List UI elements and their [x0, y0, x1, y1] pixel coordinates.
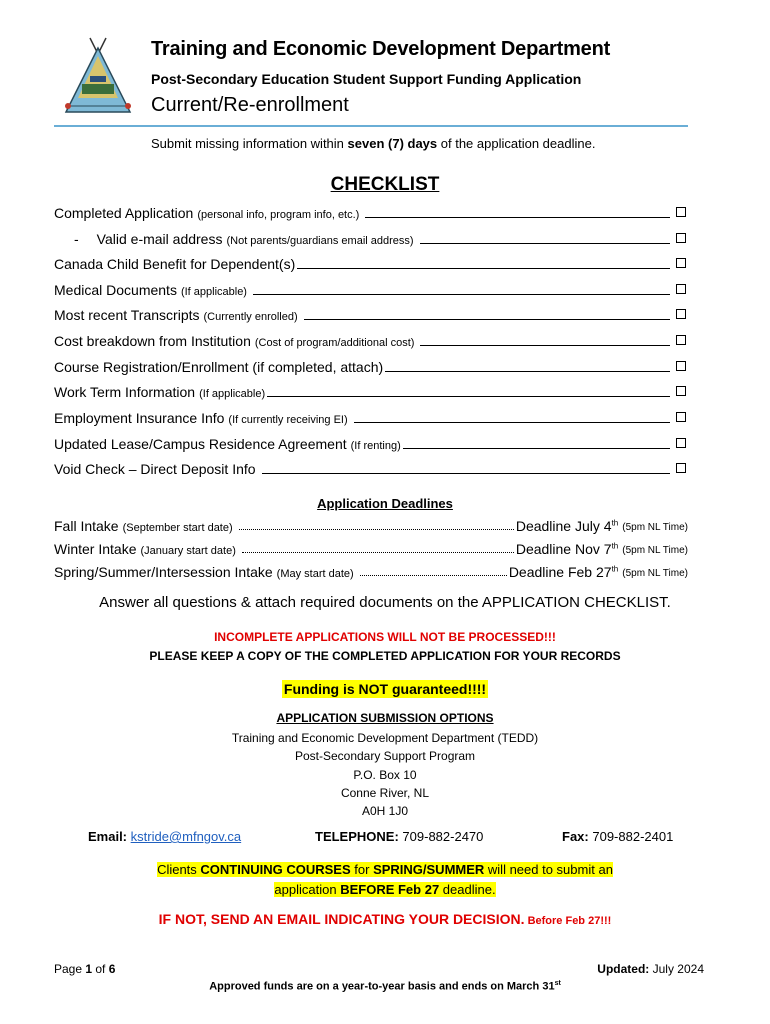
checklist-item-valid-email: - Valid e-mail address (Not parents/guardians email address): [54, 227, 688, 247]
email-link[interactable]: kstride@mfngov.ca: [130, 829, 242, 844]
contact-email: Email: kstride@mfngov.ca: [88, 829, 242, 844]
application-subtitle: Post-Secondary Education Student Support Funding Application: [151, 71, 582, 87]
teepee-logo-icon: [60, 36, 136, 118]
header-divider: [54, 125, 688, 127]
fill-line: [420, 243, 670, 244]
checklist-item-void-check: Void Check – Direct Deposit Info: [54, 457, 688, 477]
checklist-item-transcripts: Most recent Transcripts (Currently enrolled): [54, 303, 688, 323]
application-type: Current/Re-enrollment: [151, 94, 349, 116]
deadline-winter: Winter Intake (January start date) Deadline Nov 7th (5pm NL Time): [54, 541, 688, 557]
fill-line: [385, 371, 670, 372]
address-line: Conne River, NL: [340, 786, 430, 800]
checklist-item-cost-breakdown: Cost breakdown from Institution (Cost of program/additional cost): [54, 329, 688, 349]
incomplete-warning: INCOMPLETE APPLICATIONS WILL NOT BE PROCESSED!!!: [214, 630, 556, 644]
checkbox-icon[interactable]: [676, 438, 686, 448]
dot-leader: [242, 552, 514, 553]
continuing-courses-note: Clients CONTINUING COURSES for SPRING/SUMMER will need to submit an application BEFORE Feb 27 deadline.: [157, 862, 613, 897]
keep-copy-note: PLEASE KEEP A COPY OF THE COMPLETED APPLICATION FOR YOUR RECORDS: [149, 649, 621, 663]
deadline-spring-summer: Spring/Summer/Intersession Intake (May start date) Deadline Feb 27th (5pm NL Time): [54, 564, 688, 580]
checkbox-icon[interactable]: [676, 207, 686, 217]
missing-info-note: Submit missing information within seven (7) days of the application deadline.: [151, 136, 596, 151]
department-title: Training and Economic Development Department: [151, 38, 611, 60]
fill-line: [354, 422, 670, 423]
address-line: Post-Secondary Support Program: [294, 749, 476, 763]
checklist-item-completed-application: Completed Application (personal info, program info, etc.): [54, 201, 688, 221]
checklist-item-employment-insurance: Employment Insurance Info (If currently receiving EI): [54, 406, 688, 426]
checkbox-icon[interactable]: [676, 335, 686, 345]
answer-note: Answer all questions & attach required documents on the APPLICATION CHECKLIST.: [99, 594, 671, 611]
dot-leader: [239, 529, 514, 530]
page-number: Page 1 of 6: [54, 962, 116, 976]
fill-line: [365, 217, 670, 218]
contact-telephone: TELEPHONE: 709-882-2470: [315, 829, 484, 844]
fill-line: [297, 268, 670, 269]
checkbox-icon[interactable]: [676, 309, 686, 319]
fill-line: [403, 448, 670, 449]
checklist-item-lease-agreement: Updated Lease/Campus Residence Agreement (If renting): [54, 432, 688, 452]
checkbox-icon[interactable]: [676, 258, 686, 268]
fill-line: [253, 294, 670, 295]
address-line: A0H 1J0: [361, 804, 409, 818]
checklist-item-medical-documents: Medical Documents (If applicable): [54, 278, 688, 298]
fill-line: [267, 396, 670, 397]
updated-date: Updated: July 2024: [597, 962, 704, 976]
checkbox-icon[interactable]: [676, 463, 686, 473]
email-decision-warning: IF NOT, SEND AN EMAIL INDICATING YOUR DECISION. Before Feb 27!!!: [158, 911, 612, 927]
fill-line: [262, 473, 670, 474]
fill-line: [420, 345, 670, 346]
submission-options-title: APPLICATION SUBMISSION OPTIONS: [276, 711, 494, 725]
checkbox-icon[interactable]: [676, 386, 686, 396]
deadline-fall: Fall Intake (September start date) Deadline July 4th (5pm NL Time): [54, 518, 688, 534]
fill-line: [304, 319, 670, 320]
checkbox-icon[interactable]: [676, 361, 686, 371]
checkbox-icon[interactable]: [676, 233, 686, 243]
dot-leader: [360, 575, 507, 576]
funding-note: Funding is NOT guaranteed!!!!: [283, 681, 487, 697]
checklist-title: CHECKLIST: [330, 174, 440, 195]
address-line: P.O. Box 10: [353, 768, 417, 782]
checklist-item-course-registration: Course Registration/Enrollment (if completed, attach): [54, 355, 688, 375]
checklist-item-work-term: Work Term Information (If applicable): [54, 380, 688, 400]
deadlines-title: Application Deadlines: [317, 496, 453, 511]
checkbox-icon[interactable]: [676, 412, 686, 422]
checkbox-icon[interactable]: [676, 284, 686, 294]
checklist-item-child-benefit: Canada Child Benefit for Dependent(s): [54, 252, 688, 272]
contact-fax: Fax: 709-882-2401: [562, 829, 674, 844]
address-line: Training and Economic Development Department (TEDD): [231, 731, 539, 745]
approved-funds-note: Approved funds are on a year-to-year basis and ends on March 31st: [209, 980, 561, 993]
